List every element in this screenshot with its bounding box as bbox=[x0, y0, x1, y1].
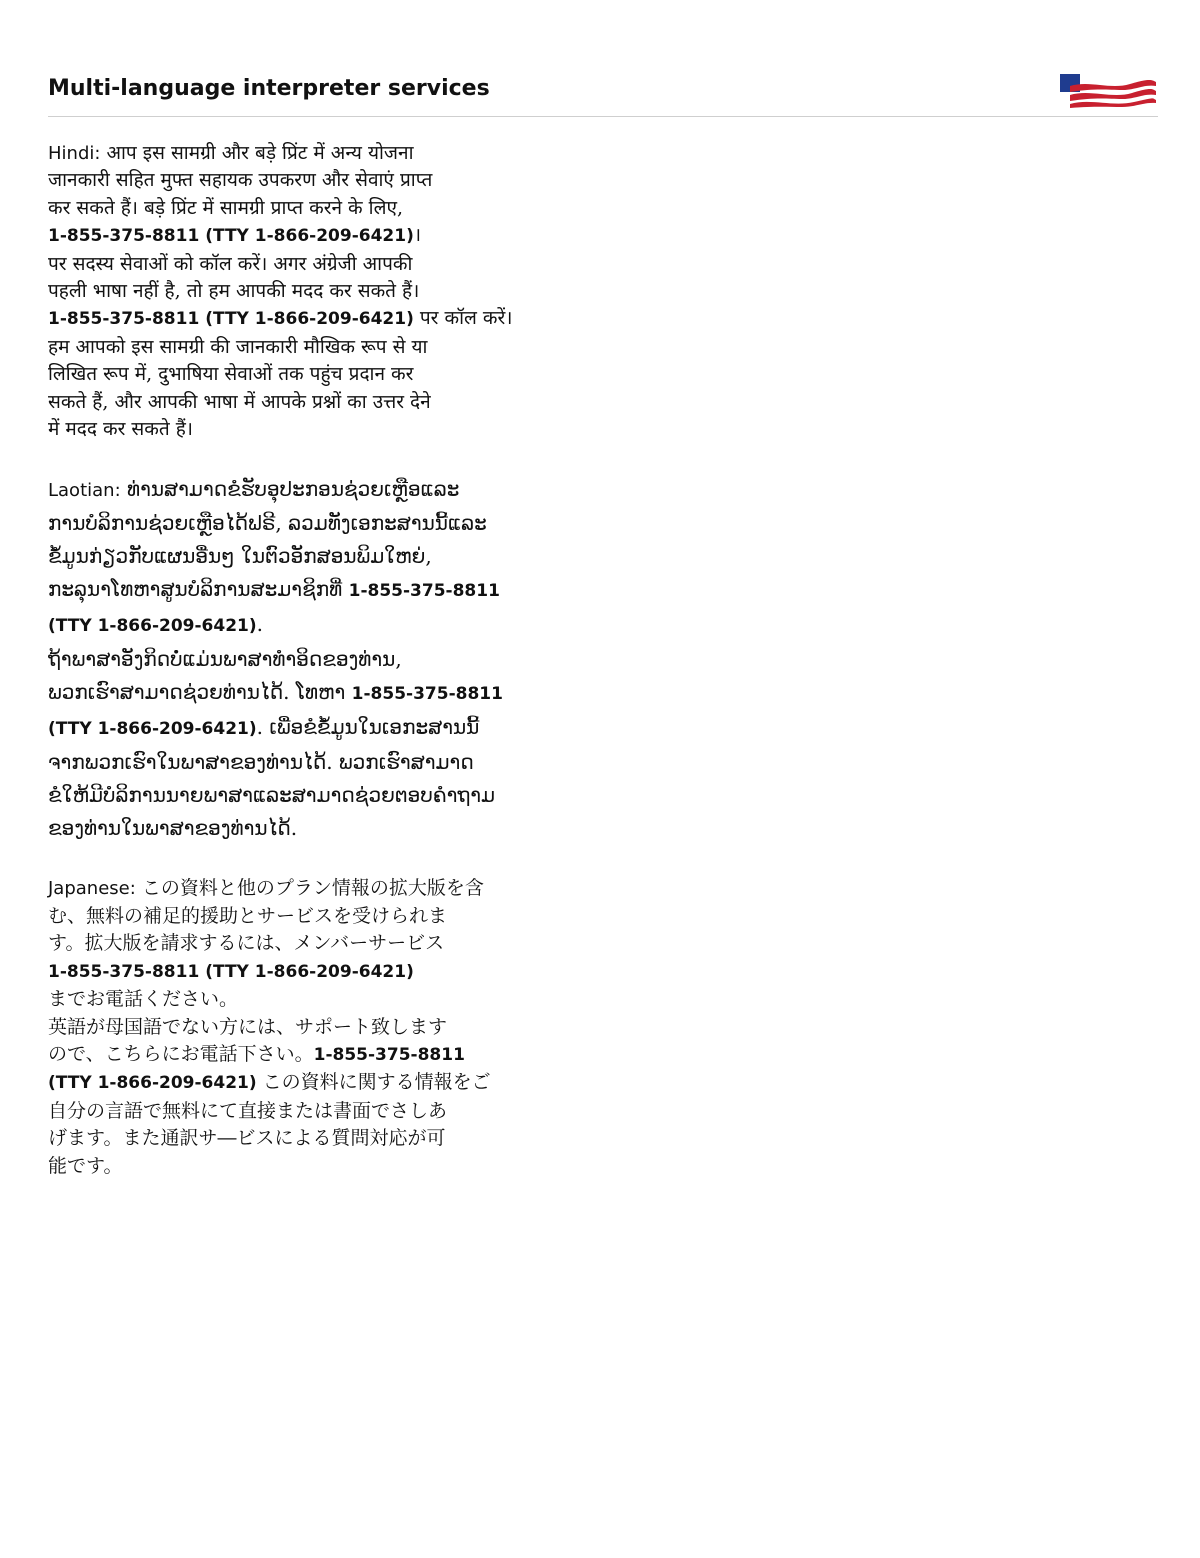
laotian-text-line: ກະລຸນາໂທຫາສູນບໍລິການສະມາຊິກທີ່ bbox=[48, 577, 349, 602]
hindi-text-line: पहली भाषा नहीं है, तो हम आपकी मदद कर सकते हैं। bbox=[48, 280, 420, 303]
laotian-text-line: ຂອງທ່ານໃນພາສາຂອງທ່ານໄດ້. bbox=[48, 816, 298, 841]
language-label-hindi: Hindi: bbox=[48, 143, 101, 164]
laotian-text-line: ຖ້າພາສາອັງກິດບໍ່ແມ່ນພາສາທຳອິດຂອງທ່ານ, bbox=[48, 647, 402, 672]
hindi-text-line: जानकारी सहित मुफ्त सहायक उपकरण और सेवाएं प्राप्त bbox=[48, 169, 433, 192]
japanese-text-line: す。拡大版を請求するには、メンバーサービス bbox=[48, 932, 445, 955]
laotian-section bbox=[48, 473, 588, 845]
language-label-japanese: Japanese: bbox=[48, 878, 136, 900]
japanese-text-line: この資料に関する情報をご bbox=[256, 1071, 491, 1094]
japanese-text-line: この資料と他のプラン情報の拡大版を含 bbox=[141, 877, 484, 900]
japanese-text-line: までお電話ください。 bbox=[48, 988, 239, 1011]
hindi-text-line: सकते हैं, और आपकी भाषा में आपके प्रश्नों का उत्तर देने bbox=[48, 390, 431, 413]
phone-number[interactable]: 1-855-375-8811 (TTY 1-866-209-6421) bbox=[48, 226, 414, 247]
phone-number[interactable]: 1-855-375-8811 bbox=[313, 1044, 465, 1065]
page-title: Multi-language interpreter services bbox=[48, 76, 490, 101]
japanese-text-line: ので、こちらにお電話下さい。 bbox=[48, 1042, 314, 1065]
hindi-text-line: पर कॉल करें। bbox=[413, 307, 513, 330]
laotian-text-line: ຂໍໃຫ້ມີບໍລິການນາຍພາສາແລະສາມາດຊ່ວຍຕອບຄຳຖາມ bbox=[48, 783, 496, 808]
hindi-text-line: पर सदस्य सेवाओं को कॉल करें। अगर अंग्रेजी आपकी bbox=[48, 252, 413, 275]
flag-stripes-logo-icon bbox=[1060, 74, 1158, 108]
laotian-text-line: ທ່ານສາມາດຂໍຮັບອຸປະກອນຊ່ວຍເຫຼືອແລະ bbox=[127, 477, 460, 502]
tty-number[interactable]: (TTY 1-866-209-6421) bbox=[48, 1073, 257, 1094]
laotian-text-line: ພວກເຮົາສາມາດຊ່ວຍທ່ານໄດ້. ໂທຫາ bbox=[48, 680, 352, 705]
phone-number[interactable]: 1-855-375-8811 bbox=[348, 581, 500, 602]
hindi-text-line: कर सकते हैं। बड़े प्रिंट में सामग्री प्राप्त करने के लिए, bbox=[48, 196, 404, 219]
japanese-section bbox=[48, 875, 588, 1179]
japanese-text-line: む、無料の補足的援助とサービスを受けられま bbox=[48, 904, 448, 927]
japanese-text-line: 自分の言語で無料にて直接または書面でさしあ bbox=[48, 1099, 448, 1122]
tty-number[interactable]: (TTY 1-866-209-6421) bbox=[48, 616, 257, 637]
laotian-text-line: . bbox=[256, 612, 263, 637]
laotian-text-line: ຈາກພວກເຮົາໃນພາສາຂອງທ່ານໄດ້. ພວກເຮົາສາມາດ bbox=[48, 750, 474, 775]
page-header bbox=[48, 72, 1158, 117]
hindi-text-line: आप इस सामग्री और बड़े प्रिंट में अन्य योजना bbox=[106, 142, 414, 164]
laotian-text-line: ການບໍລິການຊ່ວຍເຫຼືອໄດ້ຟຣີ, ລວມທັງເອກະສານນີ້ແລະ bbox=[48, 511, 487, 536]
hindi-section bbox=[48, 140, 588, 443]
japanese-text-line: げます。また通訳サ―ビスによる質問対応が可 bbox=[48, 1127, 446, 1150]
phone-number[interactable]: 1-855-375-8811 (TTY 1-866-209-6421) bbox=[48, 961, 414, 982]
phone-number[interactable]: 1-855-375-8811 bbox=[351, 684, 503, 705]
language-label-laotian: Laotian: bbox=[48, 480, 121, 502]
hindi-text-line: लिखित रूप में, दुभाषिया सेवाओं तक पहुंच प्रदान कर bbox=[48, 363, 414, 386]
tty-number[interactable]: (TTY 1-866-209-6421) bbox=[48, 719, 257, 740]
phone-number[interactable]: 1-855-375-8811 (TTY 1-866-209-6421) bbox=[48, 309, 414, 330]
hindi-text-line: में मदद कर सकते हैं। bbox=[48, 418, 193, 441]
hindi-text-line: हम आपको इस सामग्री की जानकारी मौखिक रूप से या bbox=[48, 335, 428, 358]
laotian-text-line: . ເພື່ອຂໍຂໍ້ມູນໃນເອກະສານນີ້ bbox=[256, 715, 480, 740]
japanese-text-line: 能です。 bbox=[48, 1154, 123, 1177]
japanese-text-line: 英語が母国語でない方には、サポート致します bbox=[48, 1015, 448, 1038]
content bbox=[48, 140, 588, 1210]
laotian-text-line: ຂໍ້ມູນກ່ຽວກັບແຜນອື່ນໆ ໃນຕົວອັກສອນພິມໃຫຍ່, bbox=[48, 544, 432, 569]
hindi-text-line: । bbox=[413, 224, 422, 247]
